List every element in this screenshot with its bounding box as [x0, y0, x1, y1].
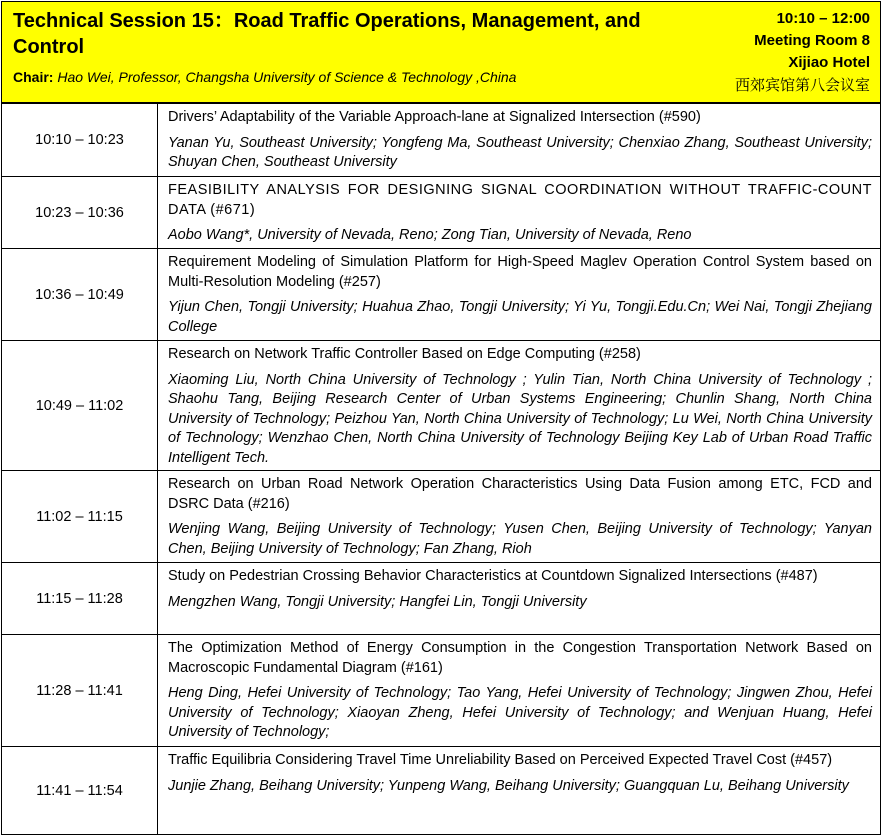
- paper-row: [2, 249, 880, 341]
- paper-cell: [168, 639, 872, 743]
- session-room: Meeting Room 8: [754, 32, 870, 49]
- paper-authors: Junjie Zhang, Beihang University; Yunpeng Wang, Beihang University; Guangquan Lu, Beihang University: [168, 777, 849, 794]
- chair-name: Hao Wei, Professor, Changsha University of Science & Technology ,China: [57, 69, 517, 85]
- paper-title: Drivers’ Adaptability of the Variable Approach-lane at Signalized Intersection (#590): [168, 109, 701, 125]
- paper-row: [2, 635, 880, 747]
- session-hotel: Xijiao Hotel: [788, 54, 870, 71]
- paper-title: The Optimization Method of Energy Consumption in the Congestion Transportation Network Based on Macroscopic Fundamental Diagram (#161): [168, 640, 872, 676]
- paper-time: 10:49 – 11:02: [2, 341, 158, 470]
- paper-authors: Yijun Chen, Tongji University; Huahua Zhao, Tongji University; Yi Yu, Tongji.Edu.Cn; Wei Nai, Tongji Zhejiang College: [168, 299, 872, 335]
- paper-time: 11:28 – 11:41: [2, 635, 158, 746]
- paper-row: [2, 471, 880, 563]
- paper-row: [2, 747, 880, 834]
- paper-cell: [168, 345, 872, 469]
- paper-cell: [168, 253, 872, 337]
- paper-title: Requirement Modeling of Simulation Platform for High-Speed Maglev Operation Control System based on Multi-Resolution Modeling (#257): [168, 254, 872, 290]
- paper-title: FEASIBILITY ANALYSIS FOR DESIGNING SIGNAL COORDINATION WITHOUT TRAFFIC-COUNT DATA (#671): [168, 182, 872, 218]
- paper-cell: [168, 108, 872, 173]
- session-room-chinese: 西郊宾馆第八会议室: [734, 76, 870, 94]
- paper-authors: Xiaoming Liu, North China University of Technology ; Yulin Tian, North China University of Technology ; Shaohu Tang, Beijing Research Center of Urban Systems Engineering; Chunlin Shang, North China University of Technology; Peizhou Yan, North China University of Technology; Lu Wei, North China University of Technology; Wenzhao Chen, North China University of Technology Beijing Key Lab of Urban Road Traffic Intelligent Tech.: [168, 371, 872, 466]
- paper-cell: [168, 475, 872, 559]
- paper-title: Research on Network Traffic Controller Based on Edge Computing (#258): [168, 346, 641, 362]
- paper-title: Research on Urban Road Network Operation Characteristics Using Data Fusion among ETC, FCD and DSRC Data (#216): [168, 476, 872, 512]
- chair-label: Chair:: [13, 69, 54, 85]
- paper-cell: [168, 567, 872, 612]
- paper-time: 11:41 – 11:54: [2, 747, 158, 834]
- session-time: 10:10 – 12:00: [776, 10, 870, 27]
- paper-title: Traffic Equilibria Considering Travel Time Unreliability Based on Perceived Expected Travel Cost (#457): [168, 752, 833, 768]
- paper-time: 11:02 – 11:15: [2, 471, 158, 562]
- paper-time: 10:36 – 10:49: [2, 249, 158, 340]
- paper-cell: [168, 181, 872, 246]
- session-title: Technical Session 15：Road Traffic Operations, Management, and Control: [13, 10, 641, 58]
- paper-time: 10:10 – 10:23: [2, 104, 158, 176]
- paper-cell: [168, 751, 872, 796]
- paper-title: Study on Pedestrian Crossing Behavior Characteristics at Countdown Signalized Intersections (#487): [168, 568, 818, 584]
- paper-row: [2, 563, 880, 635]
- paper-time: 11:15 – 11:28: [2, 563, 158, 634]
- paper-authors: Yanan Yu, Southeast University; Yongfeng Ma, Southeast University; Chenxiao Zhang, Southeast University; Shuyan Chen, Southeast University: [168, 134, 872, 171]
- session-info: [735, 8, 870, 96]
- paper-row: [2, 104, 880, 177]
- paper-time: 10:23 – 10:36: [2, 177, 158, 248]
- session-schedule-table: [1, 1, 881, 835]
- paper-authors: Heng Ding, Hefei University of Technology; Tao Yang, Hefei University of Technology; Jingwen Zhou, Hefei University of Technology; Xiaoyan Zheng, Hefei University of Technology; and Wenjuan Huang, Hefei University of Technology;: [168, 685, 872, 741]
- session-chair: [13, 68, 516, 86]
- paper-authors: Wenjing Wang, Beijing University of Technology; Yusen Chen, Beijing University of Technology; Yanyan Chen, Beijing University of Technology; Fan Zhang, Rioh: [168, 521, 872, 557]
- paper-authors: Aobo Wang*, University of Nevada, Reno; Zong Tian, University of Nevada, Reno: [168, 227, 692, 244]
- paper-authors: Mengzhen Wang, Tongji University; Hangfei Lin, Tongji University: [168, 593, 587, 610]
- paper-row: [2, 177, 880, 249]
- paper-row: [2, 341, 880, 471]
- session-header: [2, 2, 880, 104]
